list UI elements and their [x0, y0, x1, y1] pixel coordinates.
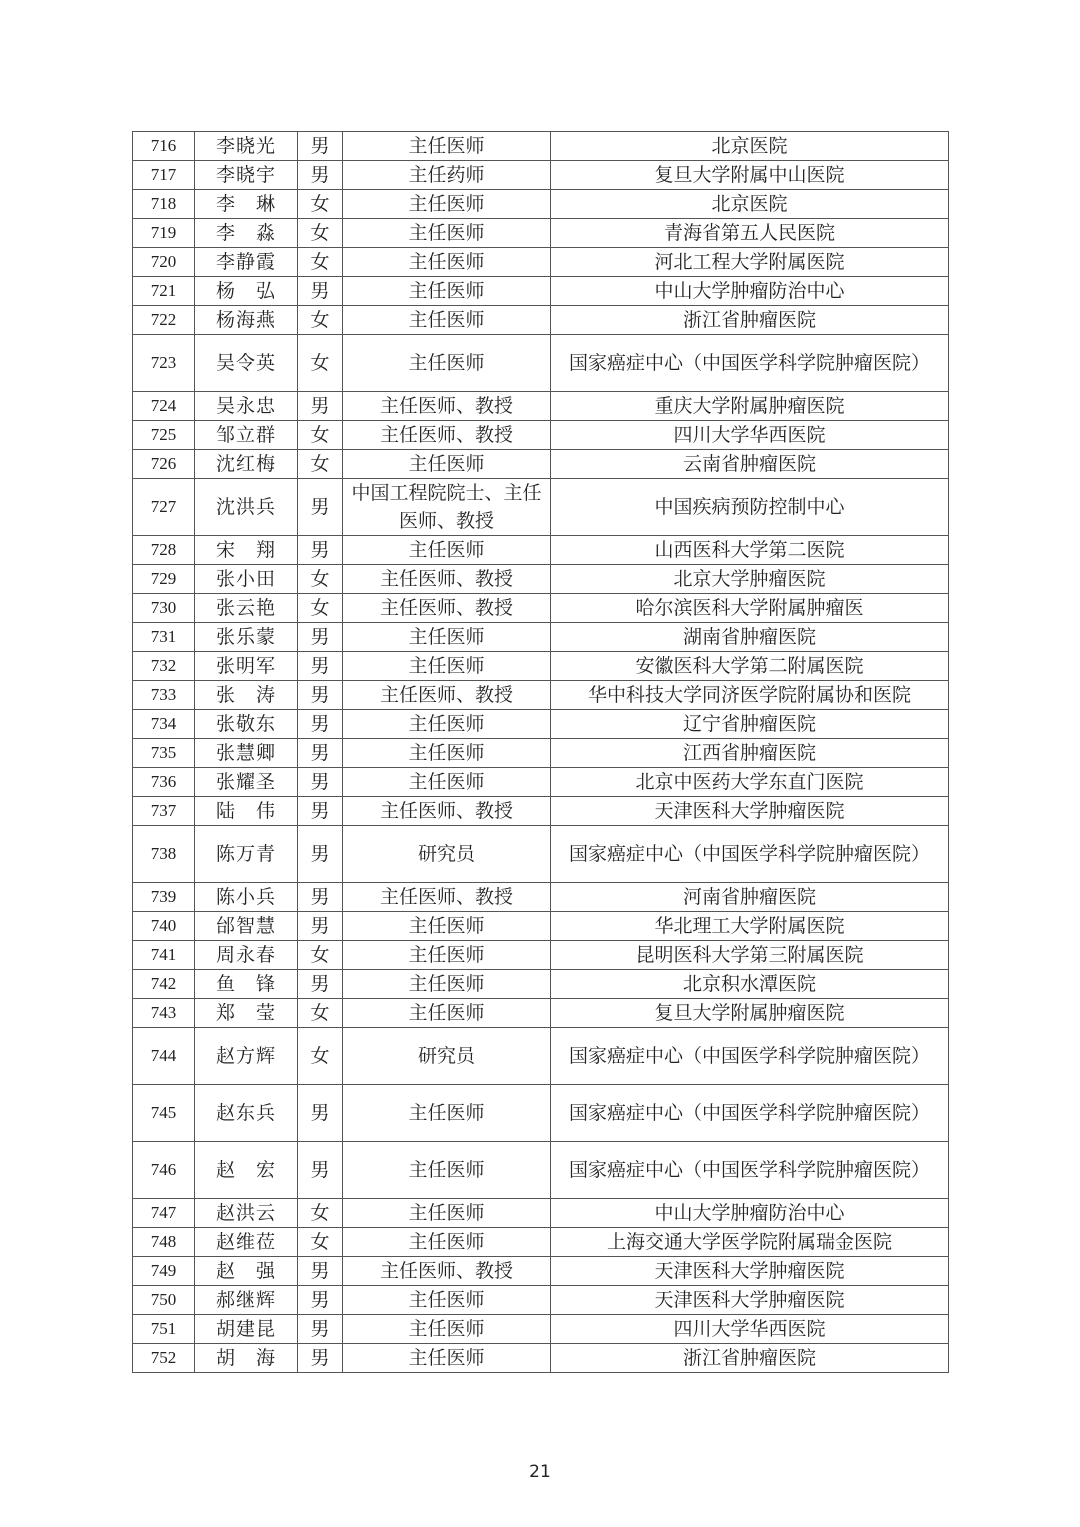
row-number-cell: 749 [133, 1257, 195, 1286]
professional-title-cell: 主任医师 [343, 277, 551, 306]
table-row [133, 710, 949, 739]
person-name-cell: 杨 弘 [195, 277, 298, 306]
person-name-cell: 杨海燕 [195, 306, 298, 335]
person-name-cell: 张敬东 [195, 710, 298, 739]
professional-title-cell: 主任医师、教授 [343, 883, 551, 912]
row-number-cell: 719 [133, 219, 195, 248]
institution-cell: 国家癌症中心（中国医学科学院肿瘤医院） [551, 826, 949, 883]
professional-title-cell: 主任医师、教授 [343, 797, 551, 826]
gender-cell: 男 [298, 132, 343, 161]
gender-cell: 女 [298, 306, 343, 335]
table-row [133, 594, 949, 623]
gender-cell: 男 [298, 710, 343, 739]
person-name-cell: 赵方辉 [195, 1028, 298, 1085]
row-number-cell: 743 [133, 999, 195, 1028]
institution-cell: 江西省肿瘤医院 [551, 739, 949, 768]
row-number-cell: 734 [133, 710, 195, 739]
gender-cell: 女 [298, 421, 343, 450]
row-number-cell: 752 [133, 1344, 195, 1373]
row-number-cell: 739 [133, 883, 195, 912]
institution-cell: 安徽医科大学第二附属医院 [551, 652, 949, 681]
gender-cell: 男 [298, 912, 343, 941]
row-number-cell: 716 [133, 132, 195, 161]
table-row [133, 1315, 949, 1344]
institution-cell: 浙江省肿瘤医院 [551, 1344, 949, 1373]
professional-title-cell: 主任医师 [343, 248, 551, 277]
table-row [133, 479, 949, 536]
institution-cell: 北京大学肿瘤医院 [551, 565, 949, 594]
row-number-cell: 747 [133, 1199, 195, 1228]
professional-title-cell: 主任药师 [343, 161, 551, 190]
row-number-cell: 718 [133, 190, 195, 219]
professional-title-cell: 主任医师 [343, 970, 551, 999]
institution-cell: 青海省第五人民医院 [551, 219, 949, 248]
table-row [133, 768, 949, 797]
person-name-cell: 张明军 [195, 652, 298, 681]
row-number-cell: 740 [133, 912, 195, 941]
person-name-cell: 赵 宏 [195, 1142, 298, 1199]
person-name-cell: 鱼 锋 [195, 970, 298, 999]
row-number-cell: 742 [133, 970, 195, 999]
row-number-cell: 748 [133, 1228, 195, 1257]
gender-cell: 男 [298, 883, 343, 912]
gender-cell: 男 [298, 161, 343, 190]
institution-cell: 天津医科大学肿瘤医院 [551, 1257, 949, 1286]
gender-cell: 男 [298, 479, 343, 536]
person-name-cell: 赵 强 [195, 1257, 298, 1286]
professional-title-cell: 主任医师 [343, 1286, 551, 1315]
table-row [133, 970, 949, 999]
gender-cell: 女 [298, 219, 343, 248]
table-row [133, 826, 949, 883]
table-row [133, 1286, 949, 1315]
gender-cell: 女 [298, 248, 343, 277]
person-name-cell: 赵东兵 [195, 1085, 298, 1142]
table-row [133, 219, 949, 248]
person-name-cell: 张耀圣 [195, 768, 298, 797]
person-name-cell: 张云艳 [195, 594, 298, 623]
gender-cell: 男 [298, 797, 343, 826]
gender-cell: 女 [298, 565, 343, 594]
row-number-cell: 730 [133, 594, 195, 623]
page-number: 21 [529, 1462, 551, 1482]
institution-cell: 四川大学华西医院 [551, 421, 949, 450]
institution-cell: 北京积水潭医院 [551, 970, 949, 999]
professional-title-cell: 主任医师 [343, 999, 551, 1028]
gender-cell: 男 [298, 1257, 343, 1286]
row-number-cell: 725 [133, 421, 195, 450]
gender-cell: 男 [298, 392, 343, 421]
professional-title-cell: 主任医师 [343, 536, 551, 565]
institution-cell: 中国疾病预防控制中心 [551, 479, 949, 536]
gender-cell: 女 [298, 999, 343, 1028]
row-number-cell: 727 [133, 479, 195, 536]
professional-title-cell: 主任医师 [343, 1142, 551, 1199]
institution-cell: 河北工程大学附属医院 [551, 248, 949, 277]
table-row [133, 1257, 949, 1286]
person-name-cell: 吴令英 [195, 335, 298, 392]
professional-title-cell: 主任医师 [343, 941, 551, 970]
row-number-cell: 746 [133, 1142, 195, 1199]
row-number-cell: 717 [133, 161, 195, 190]
gender-cell: 男 [298, 623, 343, 652]
gender-cell: 女 [298, 594, 343, 623]
person-name-cell: 张乐蒙 [195, 623, 298, 652]
table-row [133, 421, 949, 450]
gender-cell: 女 [298, 1028, 343, 1085]
professional-title-cell: 主任医师 [343, 219, 551, 248]
row-number-cell: 737 [133, 797, 195, 826]
table-row [133, 739, 949, 768]
gender-cell: 男 [298, 536, 343, 565]
professional-title-cell: 主任医师 [343, 1085, 551, 1142]
person-name-cell: 邹立群 [195, 421, 298, 450]
person-name-cell: 陈万青 [195, 826, 298, 883]
gender-cell: 男 [298, 1085, 343, 1142]
person-name-cell: 宋 翔 [195, 536, 298, 565]
professional-title-cell: 主任医师 [343, 710, 551, 739]
gender-cell: 男 [298, 1142, 343, 1199]
table-row [133, 392, 949, 421]
professional-title-cell: 主任医师、教授 [343, 594, 551, 623]
institution-cell: 华北理工大学附属医院 [551, 912, 949, 941]
institution-cell: 复旦大学附属中山医院 [551, 161, 949, 190]
gender-cell: 女 [298, 941, 343, 970]
institution-cell: 河南省肿瘤医院 [551, 883, 949, 912]
gender-cell: 女 [298, 1199, 343, 1228]
person-name-cell: 赵维莅 [195, 1228, 298, 1257]
professional-title-cell: 主任医师 [343, 1199, 551, 1228]
table-row [133, 248, 949, 277]
professional-title-cell: 主任医师 [343, 306, 551, 335]
row-number-cell: 745 [133, 1085, 195, 1142]
table-row [133, 565, 949, 594]
row-number-cell: 723 [133, 335, 195, 392]
institution-cell: 哈尔滨医科大学附属肿瘤医 [551, 594, 949, 623]
institution-cell: 华中科技大学同济医学院附属协和医院 [551, 681, 949, 710]
person-name-cell: 胡 海 [195, 1344, 298, 1373]
table-row [133, 912, 949, 941]
institution-cell: 国家癌症中心（中国医学科学院肿瘤医院） [551, 1085, 949, 1142]
roster-table [132, 131, 949, 1373]
person-name-cell: 赵洪云 [195, 1199, 298, 1228]
table-row [133, 335, 949, 392]
gender-cell: 男 [298, 768, 343, 797]
professional-title-cell: 主任医师、教授 [343, 392, 551, 421]
row-number-cell: 721 [133, 277, 195, 306]
institution-cell: 国家癌症中心（中国医学科学院肿瘤医院） [551, 1028, 949, 1085]
professional-title-cell: 主任医师、教授 [343, 681, 551, 710]
person-name-cell: 胡建昆 [195, 1315, 298, 1344]
table-row [133, 1142, 949, 1199]
professional-title-cell: 主任医师、教授 [343, 1257, 551, 1286]
table-row [133, 450, 949, 479]
row-number-cell: 722 [133, 306, 195, 335]
gender-cell: 男 [298, 1315, 343, 1344]
gender-cell: 男 [298, 681, 343, 710]
person-name-cell: 邰智慧 [195, 912, 298, 941]
gender-cell: 男 [298, 652, 343, 681]
institution-cell: 北京中医药大学东直门医院 [551, 768, 949, 797]
row-number-cell: 735 [133, 739, 195, 768]
person-name-cell: 李 琳 [195, 190, 298, 219]
professional-title-cell: 主任医师 [343, 450, 551, 479]
row-number-cell: 724 [133, 392, 195, 421]
person-name-cell: 吴永忠 [195, 392, 298, 421]
person-name-cell: 郝继辉 [195, 1286, 298, 1315]
table-row [133, 1199, 949, 1228]
table-row [133, 652, 949, 681]
professional-title-cell: 主任医师 [343, 912, 551, 941]
table-row [133, 161, 949, 190]
professional-title-cell: 主任医师、教授 [343, 421, 551, 450]
institution-cell: 重庆大学附属肿瘤医院 [551, 392, 949, 421]
institution-cell: 云南省肿瘤医院 [551, 450, 949, 479]
table-row [133, 1228, 949, 1257]
professional-title-cell: 主任医师 [343, 623, 551, 652]
institution-cell: 国家癌症中心（中国医学科学院肿瘤医院） [551, 335, 949, 392]
professional-title-cell: 中国工程院院士、主任医师、教授 [343, 479, 551, 536]
gender-cell: 男 [298, 826, 343, 883]
professional-title-cell: 主任医师 [343, 1344, 551, 1373]
gender-cell: 男 [298, 970, 343, 999]
person-name-cell: 李晓宇 [195, 161, 298, 190]
professional-title-cell: 主任医师 [343, 652, 551, 681]
gender-cell: 女 [298, 335, 343, 392]
gender-cell: 男 [298, 1286, 343, 1315]
row-number-cell: 720 [133, 248, 195, 277]
row-number-cell: 741 [133, 941, 195, 970]
institution-cell: 中山大学肿瘤防治中心 [551, 1199, 949, 1228]
table-row [133, 536, 949, 565]
institution-cell: 中山大学肿瘤防治中心 [551, 277, 949, 306]
person-name-cell: 李静霞 [195, 248, 298, 277]
professional-title-cell: 研究员 [343, 1028, 551, 1085]
institution-cell: 复旦大学附属肿瘤医院 [551, 999, 949, 1028]
institution-cell: 湖南省肿瘤医院 [551, 623, 949, 652]
person-name-cell: 周永春 [195, 941, 298, 970]
professional-title-cell: 主任医师 [343, 132, 551, 161]
row-number-cell: 733 [133, 681, 195, 710]
gender-cell: 女 [298, 450, 343, 479]
person-name-cell: 李 淼 [195, 219, 298, 248]
institution-cell: 山西医科大学第二医院 [551, 536, 949, 565]
gender-cell: 女 [298, 1228, 343, 1257]
table-row [133, 277, 949, 306]
professional-title-cell: 主任医师 [343, 768, 551, 797]
professional-title-cell: 主任医师 [343, 335, 551, 392]
professional-title-cell: 主任医师 [343, 739, 551, 768]
institution-cell: 昆明医科大学第三附属医院 [551, 941, 949, 970]
gender-cell: 男 [298, 739, 343, 768]
row-number-cell: 750 [133, 1286, 195, 1315]
row-number-cell: 728 [133, 536, 195, 565]
row-number-cell: 729 [133, 565, 195, 594]
row-number-cell: 738 [133, 826, 195, 883]
table-row [133, 941, 949, 970]
row-number-cell: 732 [133, 652, 195, 681]
roster-table-body [133, 132, 949, 1373]
table-row [133, 999, 949, 1028]
table-row [133, 190, 949, 219]
table-row [133, 1085, 949, 1142]
row-number-cell: 726 [133, 450, 195, 479]
person-name-cell: 张 涛 [195, 681, 298, 710]
table-row [133, 623, 949, 652]
person-name-cell: 沈洪兵 [195, 479, 298, 536]
row-number-cell: 731 [133, 623, 195, 652]
table-row [133, 1344, 949, 1373]
gender-cell: 女 [298, 190, 343, 219]
institution-cell: 天津医科大学肿瘤医院 [551, 797, 949, 826]
person-name-cell: 李晓光 [195, 132, 298, 161]
row-number-cell: 744 [133, 1028, 195, 1085]
professional-title-cell: 主任医师 [343, 1228, 551, 1257]
table-row [133, 306, 949, 335]
gender-cell: 男 [298, 277, 343, 306]
professional-title-cell: 主任医师 [343, 1315, 551, 1344]
professional-title-cell: 研究员 [343, 826, 551, 883]
row-number-cell: 736 [133, 768, 195, 797]
row-number-cell: 751 [133, 1315, 195, 1344]
person-name-cell: 郑 莹 [195, 999, 298, 1028]
gender-cell: 男 [298, 1344, 343, 1373]
institution-cell: 上海交通大学医学院附属瑞金医院 [551, 1228, 949, 1257]
professional-title-cell: 主任医师 [343, 190, 551, 219]
institution-cell: 北京医院 [551, 132, 949, 161]
table-row [133, 1028, 949, 1085]
professional-title-cell: 主任医师、教授 [343, 565, 551, 594]
person-name-cell: 张慧卿 [195, 739, 298, 768]
person-name-cell: 陆 伟 [195, 797, 298, 826]
institution-cell: 四川大学华西医院 [551, 1315, 949, 1344]
table-row [133, 681, 949, 710]
person-name-cell: 张小田 [195, 565, 298, 594]
institution-cell: 天津医科大学肿瘤医院 [551, 1286, 949, 1315]
institution-cell: 浙江省肿瘤医院 [551, 306, 949, 335]
institution-cell: 国家癌症中心（中国医学科学院肿瘤医院） [551, 1142, 949, 1199]
person-name-cell: 沈红梅 [195, 450, 298, 479]
person-name-cell: 陈小兵 [195, 883, 298, 912]
table-row [133, 132, 949, 161]
institution-cell: 辽宁省肿瘤医院 [551, 710, 949, 739]
institution-cell: 北京医院 [551, 190, 949, 219]
table-row [133, 883, 949, 912]
table-row [133, 797, 949, 826]
